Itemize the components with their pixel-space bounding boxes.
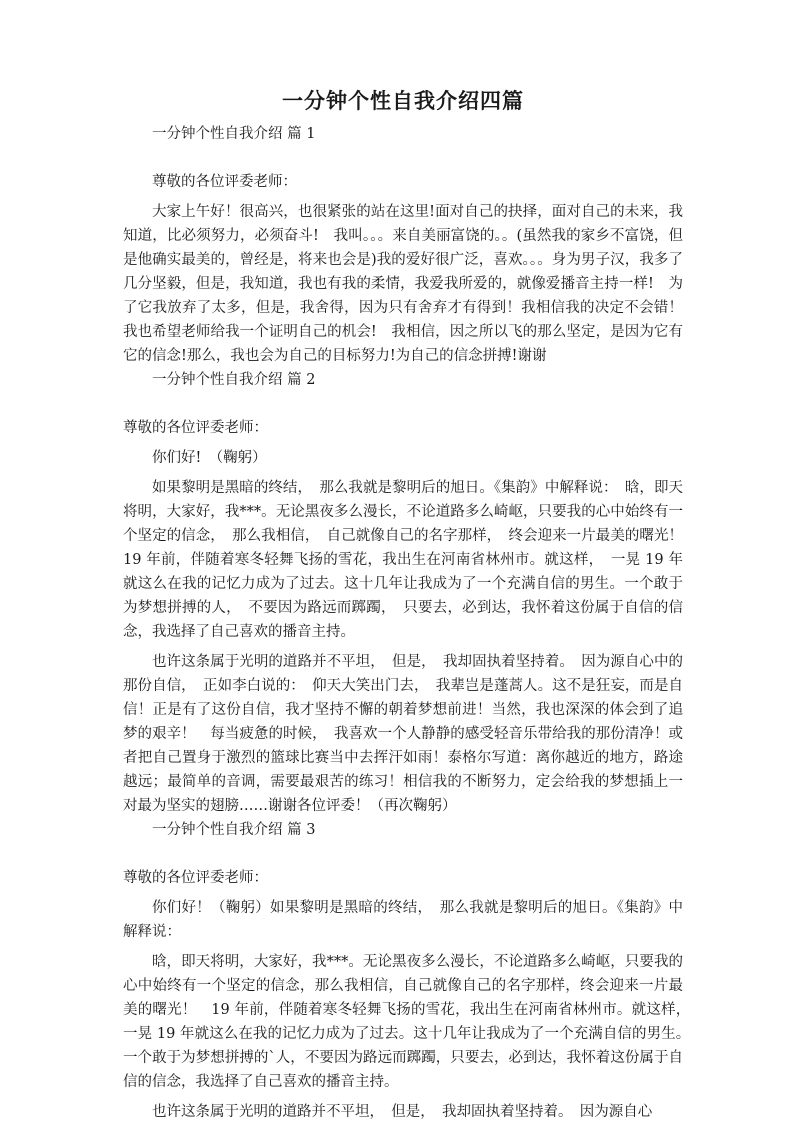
- greeting: 尊敬的各位评委老师：: [152, 174, 297, 190]
- document-title: 一分钟个性自我介绍四篇: [282, 89, 524, 113]
- section-2: [123, 368, 698, 818]
- paragraph: 晗，即天将明，大家好，我***。无论黑夜多么漫长，不论道路多么崎岖，只要我的心中始终有一个坚定的信念，那么我相信，自己就像自己的名字那样，终会迎来一片最美的曙光！ 19 年前，伴随着寒冬轻舞飞扬的雪花，我出生在河南省林州市。就这样， 一晃 19 年就这么在我的记忆力成为了过去。这十几年让我成为了一个充满自信的男生。 一个敢于为梦想拼搏的`人，不要因为路远而踯躅，只要去，必到达，我怀着这份属于自信的信念，我选择了自己喜欢的播音主持。: [123, 954, 698, 1090]
- paragraph: 你们好！（鞠躬）如果黎明是黑暗的终结， 那么我就是黎明后的旭日。《集韵》中解释说：: [123, 900, 683, 940]
- section-heading: 一分钟个性自我介绍 篇 3: [152, 822, 316, 838]
- greeting: 尊敬的各位评委老师：: [123, 870, 268, 886]
- paragraph: 也许这条属于光明的道路并不平坦， 但是， 我却固执着坚持着。 因为源自心: [152, 1104, 653, 1120]
- section-heading: 一分钟个性自我介绍 篇 2: [152, 372, 316, 388]
- paragraph: 如果黎明是黑暗的终结， 那么我就是黎明后的旭日。《集韵》中解释说： 晗，即天将明，大家好，我***。无论黑夜多么漫长，不论道路多么崎岖，只要我的心中始终有一个坚定的信念， 那么我相信， 自己就像自己的名字那样， 终会迎来一片最美的曙光！ 19 年前，伴随着寒冬轻舞飞扬的雪花，我出生在河南省林州市。就这样， 一晃 19 年就这么在我的记忆力成为了过去。这十几年让我成为了一个充满自信的男生。一个敢于为梦想拼搏的人， 不要因为路远而踯躅， 只要去，必到达，我怀着这份属于自信的信念，我选择了自己喜欢的播音主持。: [123, 480, 698, 640]
- paragraph: 也许这条属于光明的道路并不平坦， 但是， 我却固执着坚持着。 因为源自心中的那份自信， 正如李白说的： 仰天大笑出门去， 我辈岂是蓬蒿人。这不是狂妄，而是自信！正是有了这份自信，我才坚持不懈的朝着梦想前进！当然，我也深深的体会到了追梦的艰辛！ 每当疲惫的时候， 我喜欢一个人静静的感受轻音乐带给我的那份清净！或者把自己置身于激烈的篮球比赛当中去挥汗如雨！泰格尔写道：离你越近的地方，路途越远；最简单的音调，需要最艰苦的练习！相信我的不断努力，定会给我的梦想插上一对最为坚实的翅膀……谢谢各位评委！（再次鞠躬）: [123, 654, 683, 814]
- section-1: [123, 122, 683, 368]
- paragraph: 大家上午好！很高兴，也很紧张的站在这里!面对自己的抉择，面对自己的未来，我知道，比必须努力，必须奋斗! 我叫。。。来自美丽富饶的。。(虽然我的家乡不富饶，但是他确实最美的，曾经是，将来也会是)我的爱好很广泛，喜欢。。。身为男子汉，我多了几分坚毅，但是，我知道，我也有我的柔情，我爱我所爱的，就像爱播音主持一样! 为了它我放弃了太多，但是，我舍得，因为只有舍弃才有得到！我相信我的决定不会错！我也希望老师给我一个证明自己的机会! 我相信，因之所以飞的那么坚定，是因为它有它的信念!那么，我也会为自己的目标努力!为自己的信念拼搏!谢谢: [123, 204, 683, 364]
- section-heading: 一分钟个性自我介绍 篇 1: [152, 126, 316, 142]
- section-3: [123, 818, 698, 1124]
- paragraph: 你们好! （鞠躬）: [152, 450, 267, 466]
- greeting: 尊敬的各位评委老师：: [123, 420, 268, 436]
- document-page: [123, 86, 698, 1124]
